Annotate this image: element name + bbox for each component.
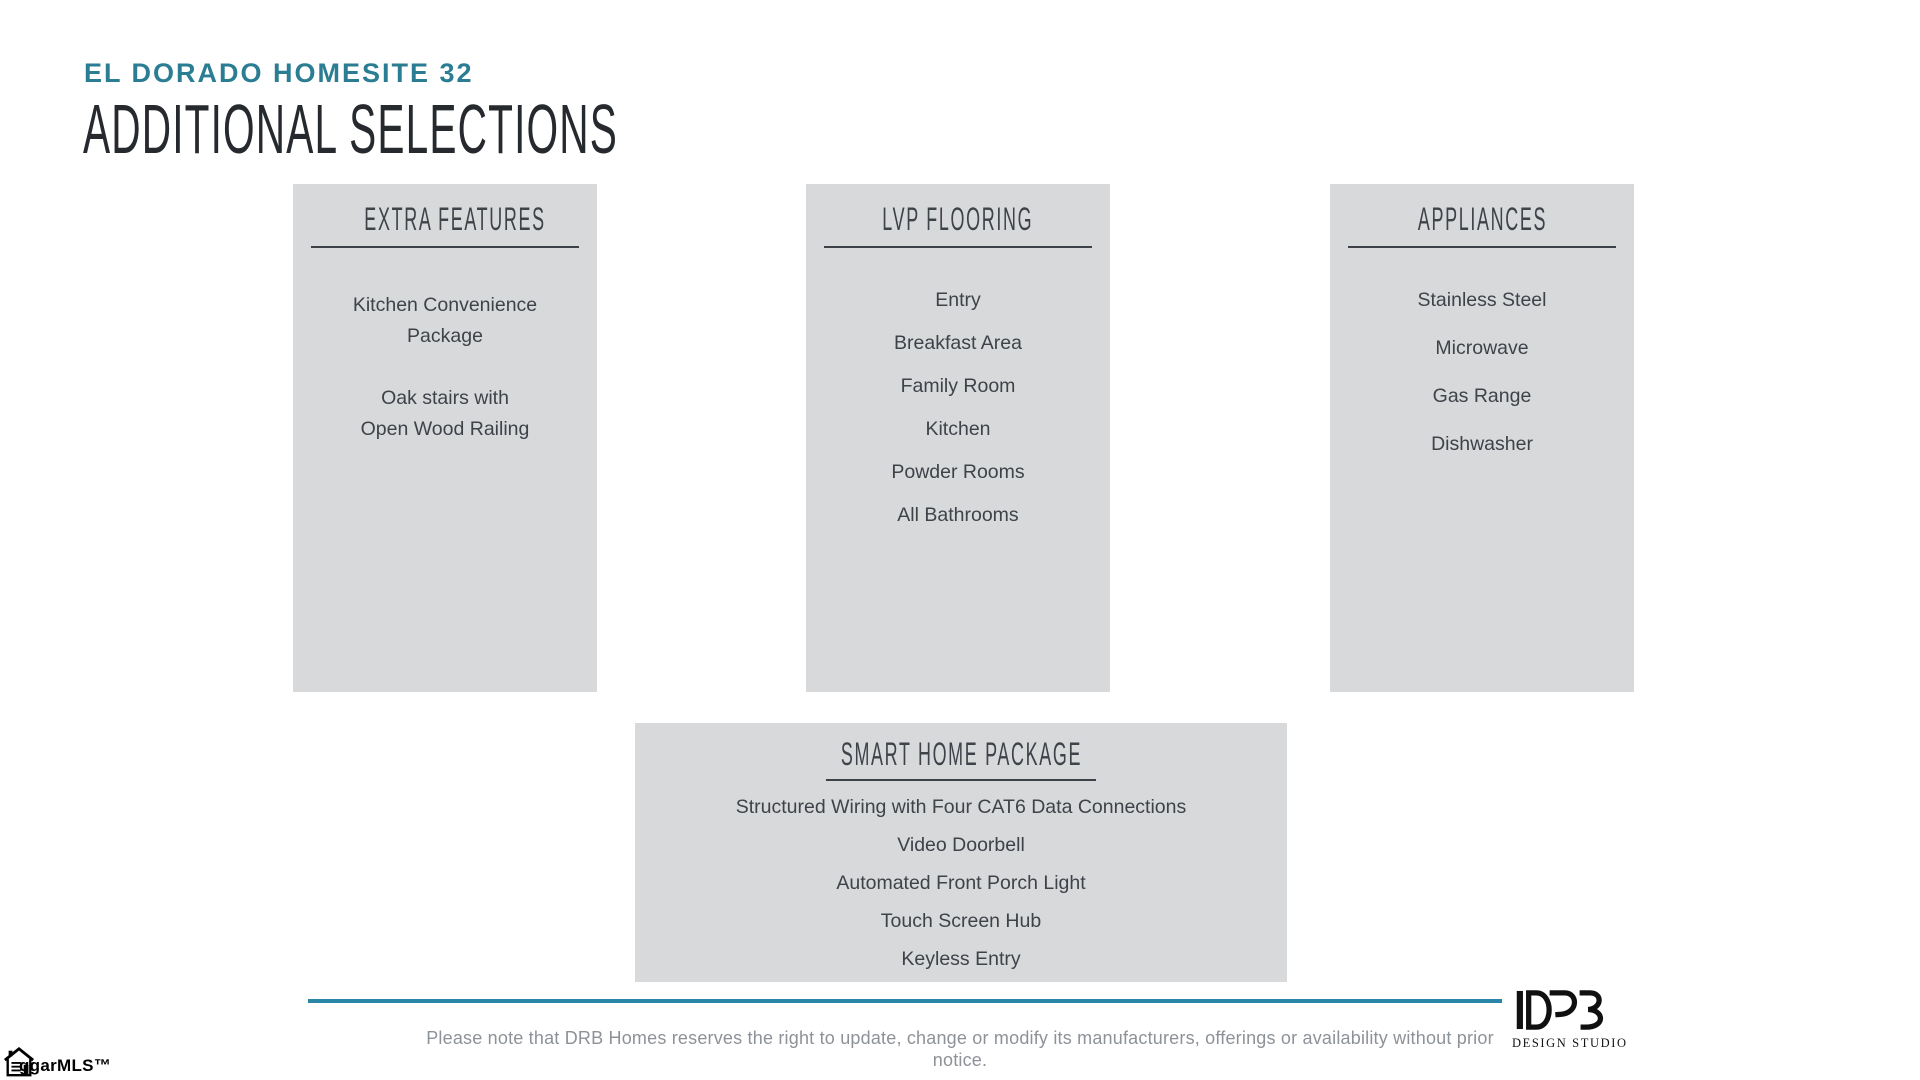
feature-item: Oak stairs with Open Wood Railing: [360, 387, 530, 440]
title-underline: [1348, 246, 1616, 248]
panel-title-text: EXTRA FEATURES: [364, 201, 546, 237]
panel-body: [635, 797, 1287, 969]
panel-body: [806, 290, 1110, 526]
feature-item: Automated Front Porch Light: [836, 872, 1086, 894]
feature-item: Dishwasher: [1431, 433, 1533, 455]
feature-item: Stainless Steel: [1417, 289, 1547, 311]
feature-item: Keyless Entry: [901, 948, 1021, 970]
homesite-label: EL DORADO HOMESITE 32: [84, 58, 474, 88]
feature-item: Microwave: [1435, 337, 1529, 359]
feature-item: Video Doorbell: [897, 834, 1025, 856]
panel-appliances: [1330, 184, 1634, 692]
panel-title: [293, 202, 597, 236]
panel-title: [635, 737, 1287, 771]
feature-item: Gas Range: [1432, 385, 1532, 407]
panel-extra-features: [293, 184, 597, 692]
disclaimer-text: Please note that DRB Homes reserves the right to update, change or modify its manufacturers, offerings or availability without prior notice.: [426, 1028, 1494, 1070]
panel-lvp-flooring: [806, 184, 1110, 692]
feature-item: Powder Rooms: [891, 461, 1025, 483]
panel-title: [1330, 202, 1634, 236]
feature-item: Family Room: [900, 375, 1016, 397]
feature-item: Kitchen Convenience Package: [352, 294, 538, 347]
panel-title-text: APPLIANCES: [1417, 201, 1547, 237]
panel-body: [1330, 290, 1634, 455]
feature-item: Structured Wiring with Four CAT6 Data Connections: [735, 796, 1187, 818]
title-underline: [826, 779, 1096, 781]
mls-watermark-text: ggarMLS™: [19, 1056, 112, 1075]
footer-divider: [308, 999, 1502, 1003]
page-title-text: ADDITIONAL SELECTIONS: [83, 90, 618, 168]
title-underline: [824, 246, 1092, 248]
feature-item: Breakfast Area: [894, 332, 1022, 354]
panel-title-text: SMART HOME PACKAGE: [840, 736, 1082, 772]
feature-item: Kitchen: [925, 418, 991, 440]
design-studio-label: DESIGN STUDIO: [1512, 1036, 1628, 1050]
title-underline: [311, 246, 579, 248]
feature-item: Entry: [935, 289, 981, 311]
panel-title-text: LVP FLOORING: [882, 201, 1034, 237]
page-title: [83, 92, 1005, 166]
feature-item: Touch Screen Hub: [880, 910, 1042, 932]
panel-title: [806, 202, 1110, 236]
panel-smart-home-package: [635, 723, 1287, 982]
mls-watermark: [2, 1044, 122, 1080]
panel-body: [293, 290, 597, 445]
feature-item: All Bathrooms: [897, 504, 1019, 526]
drb-design-studio-logo: [1512, 990, 1628, 1051]
drb-logo-icon: [1514, 990, 1610, 1030]
